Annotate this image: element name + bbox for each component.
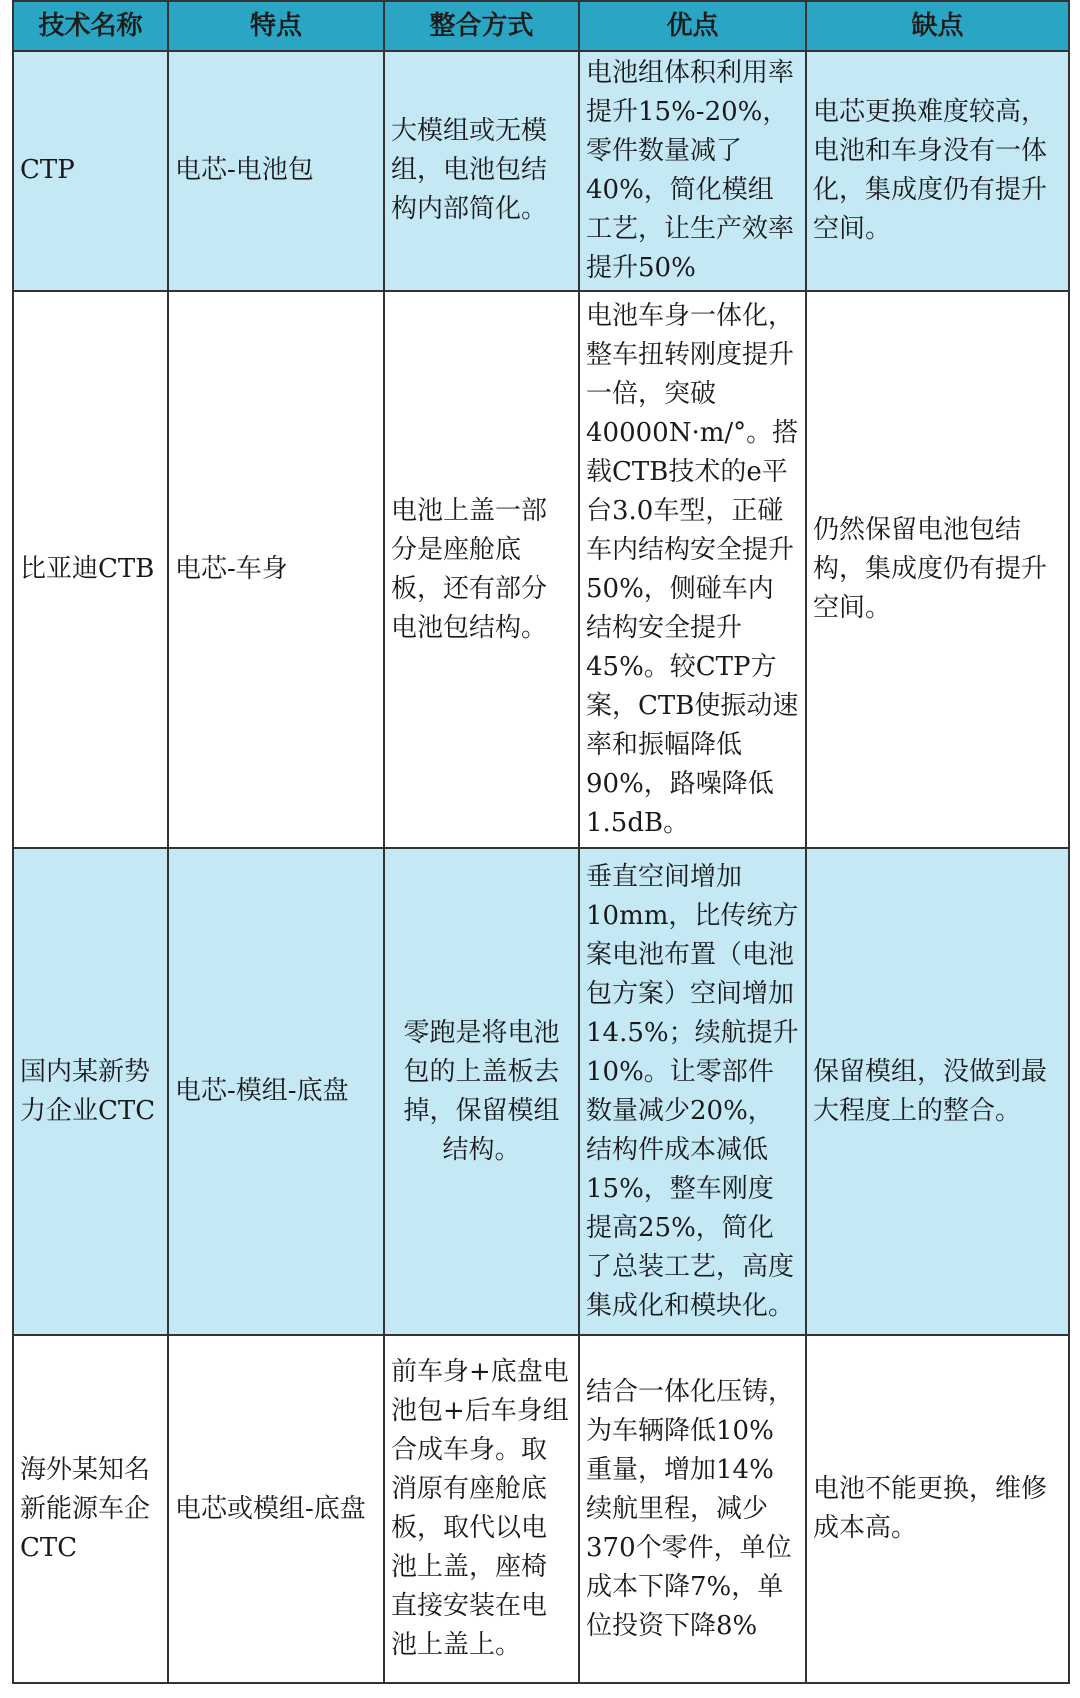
advantages-cell: 垂直空间增加10mm，比传统方案电池布置（电池包方案）空间增加14.5%；续航提升10%。让零部件数量减少20%，结构件成本减低15%，整车刚度提高25%，简化了总装工艺，高度集成化和模块化。	[579, 848, 806, 1335]
header-row	[13, 1, 1069, 51]
table-row	[13, 1335, 1069, 1683]
feature-cell: 电芯-电池包	[168, 51, 384, 291]
header-method: 整合方式	[384, 1, 579, 51]
header-advantages: 优点	[579, 1, 806, 51]
table-row	[13, 51, 1069, 291]
header-feature: 特点	[168, 1, 384, 51]
method-cell: 前车身+底盘电池包+后车身组合成车身。取消原有座舱底板，取代以电池上盖，座椅直接安装在电池上盖上。	[384, 1335, 579, 1683]
tech-name-cell: 海外某知名新能源车企CTC	[13, 1335, 168, 1683]
table-row	[13, 848, 1069, 1335]
method-cell: 大模组或无模组，电池包结构内部简化。	[384, 51, 579, 291]
method-cell: 零跑是将电池包的上盖板去掉，保留模组结构。	[384, 848, 579, 1335]
advantages-cell: 电池组体积利用率提升15%-20%，零件数量减了40%，简化模组工艺，让生产效率提升50%	[579, 51, 806, 291]
method-cell: 电池上盖一部分是座舱底板，还有部分电池包结构。	[384, 291, 579, 848]
disadvantages-cell: 电池不能更换，维修成本高。	[806, 1335, 1069, 1683]
tech-name-cell: 国内某新势力企业CTC	[13, 848, 168, 1335]
feature-cell: 电芯或模组-底盘	[168, 1335, 384, 1683]
header-tech-name: 技术名称	[13, 1, 168, 51]
disadvantages-cell: 仍然保留电池包结构，集成度仍有提升空间。	[806, 291, 1069, 848]
feature-cell: 电芯-模组-底盘	[168, 848, 384, 1335]
disadvantages-cell: 保留模组，没做到最大程度上的整合。	[806, 848, 1069, 1335]
advantages-cell: 结合一体化压铸，为车辆降低10%重量，增加14%续航里程，减少370个零件，单位成本下降7%，单位投资下降8%	[579, 1335, 806, 1683]
header-disadvantages: 缺点	[806, 1, 1069, 51]
advantages-cell: 电池车身一体化，整车扭转刚度提升一倍，突破40000N·m/°。搭载CTB技术的e平台3.0车型，正碰车内结构安全提升50%，侧碰车内结构安全提升45%。较CTP方案，CTB使振动速率和振幅降低90%，路噪降低1.5dB。	[579, 291, 806, 848]
table-row	[13, 291, 1069, 848]
tech-name-cell: CTP	[13, 51, 168, 291]
comparison-table	[12, 0, 1070, 1684]
tech-name-cell: 比亚迪CTB	[13, 291, 168, 848]
disadvantages-cell: 电芯更换难度较高，电池和车身没有一体化，集成度仍有提升空间。	[806, 51, 1069, 291]
feature-cell: 电芯-车身	[168, 291, 384, 848]
